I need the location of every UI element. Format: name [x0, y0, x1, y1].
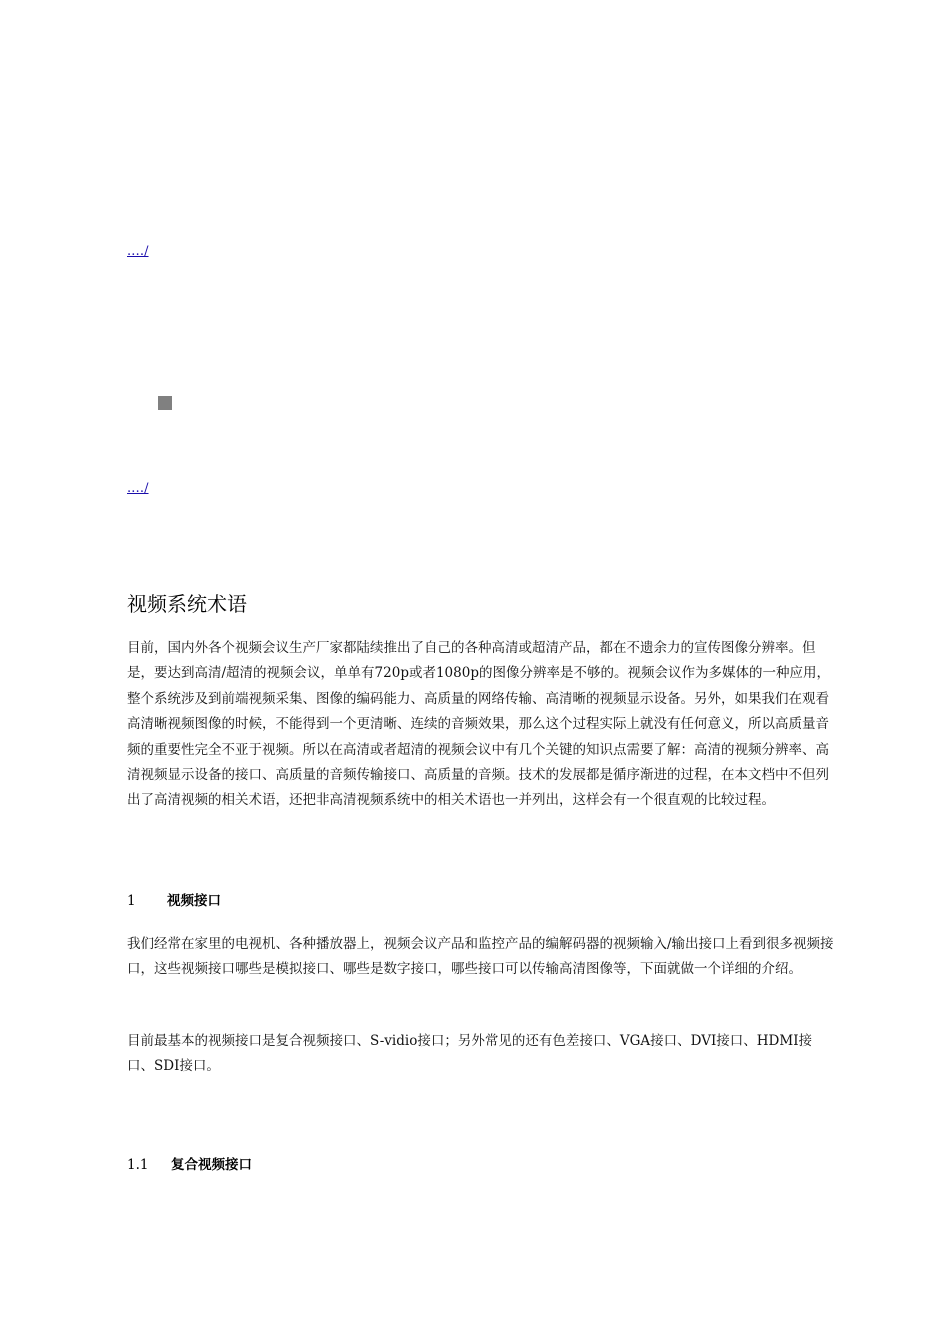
section-paragraph-1: 我们经常在家里的电视机、各种播放器上，视频会议产品和监控产品的编解码器的视频输入/输出接口上看到很多视频接口，这些视频接口哪些是模拟接口、哪些是数字接口，哪些接口可以传输高清图像等，下面就做一个详细的介绍。	[127, 936, 834, 978]
ellipsis-link-top[interactable]: .…/	[127, 244, 149, 259]
section-title: 视频接口	[167, 893, 221, 909]
intro-paragraph: 目前，国内外各个视频会议生产厂家都陆续推出了自己的各种高清或超清产品，都在不遗余力的宣传图像分辨率。但是，要达到高清/超清的视频会议，单单有720p或者1080p的图像分辨率是不够的。视频会议作为多媒体的一种应用，整个系统涉及到前端视频采集、图像的编码能力、高质量的网络传输、高清晰的视频显示设备。另外，如果我们在观看高清晰视频图像的时候，不能得到一个更清晰、连续的音频效果，那么这个过程实际上就没有任何意义，所以高质量音频的重要性完全不亚于视频。所以在高清或者超清的视频会议中有几个关键的知识点需要了解：高清的视频分辨率、高清视频显示设备的接口、高质量的音频传输接口、高质量的音频。技术的发展都是循序渐进的过程，在本文档中不但列出了高清视频的相关术语，还把非高清视频系统中的相关术语也一并列出，这样会有一个很直观的比较过程。	[127, 640, 830, 809]
section-paragraph-2: 目前最基本的视频接口是复合视频接口、S-vidio接口；另外常见的还有色差接口、VGA接口、DVI接口、HDMI接口、SDI接口。	[127, 1033, 813, 1075]
gray-square-icon	[158, 396, 172, 410]
section-heading-video-interface	[127, 889, 221, 909]
subsection-title: 复合视频接口	[171, 1157, 252, 1173]
subsection-number: 1.1	[127, 1157, 149, 1173]
subsection-heading-composite-video	[127, 1153, 252, 1173]
ellipsis-link-bottom[interactable]: .…/	[127, 481, 149, 496]
section-number: 1	[127, 893, 136, 909]
document-title: 视频系统术语	[127, 592, 247, 616]
